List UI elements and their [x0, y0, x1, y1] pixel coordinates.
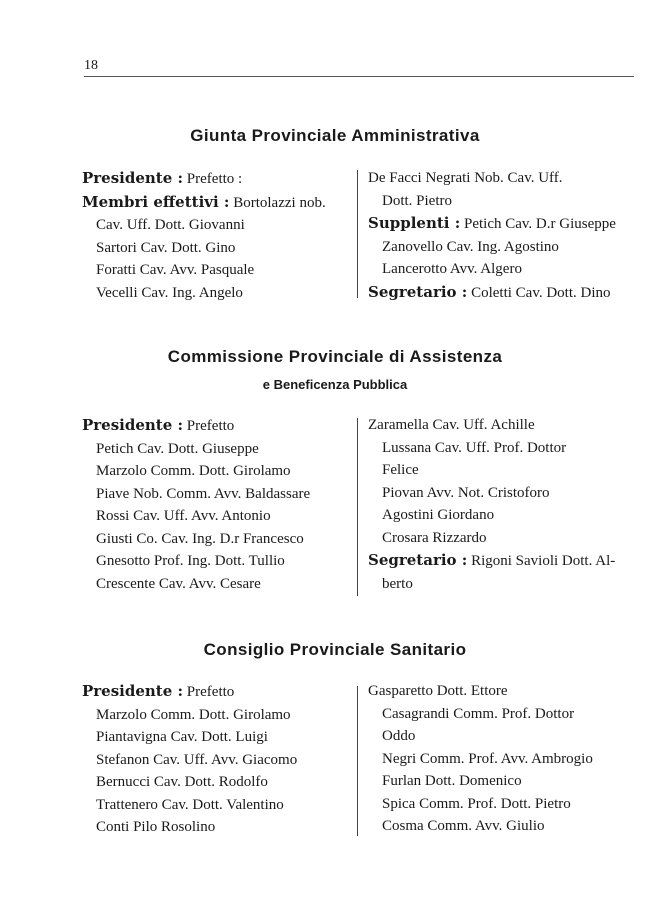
member-name: Conti Pilo Rosolino [96, 819, 216, 835]
roster-line [82, 794, 352, 817]
member-name: Vecelli Cav. Ing. Angelo [96, 284, 243, 301]
roster-line [82, 282, 352, 305]
member-name: Gasparetto Dott. Ettore [368, 683, 508, 699]
role-label: Supplenti : [368, 214, 461, 232]
roster-line [82, 726, 352, 749]
section-title-consiglio: Consiglio Provinciale Sanitario [203, 640, 467, 659]
roster-line [368, 212, 638, 236]
member-name: Marzolo Comm. Dott. Girolamo [96, 463, 291, 479]
member-name: Prefetto [186, 684, 235, 700]
roster-line [368, 770, 638, 793]
roster-line [82, 528, 352, 551]
member-name: Foratti Cav. Avv. Pasquale [96, 262, 255, 278]
roster-line [82, 550, 352, 573]
member-name: Crosara Rizzardo [382, 529, 487, 546]
member-name: Spica Comm. Prof. Dott. Pietro [382, 795, 571, 812]
role-label: Segretario : [368, 282, 468, 301]
section-commissione-divider [357, 418, 358, 596]
section-consiglio-divider [357, 686, 358, 836]
roster-line [368, 793, 638, 816]
member-name: Furlan Dott. Domenico [382, 773, 522, 789]
roster-line [82, 460, 352, 483]
member-name: Trattenero Cav. Dott. Valentino [96, 796, 284, 813]
member-name: De Facci Negrati Nob. Cav. Uff. [368, 170, 563, 186]
member-name: Felice [382, 462, 419, 478]
member-name: Oddo [382, 728, 416, 744]
member-name: Marzolo Comm. Dott. Girolamo [96, 706, 291, 723]
member-name: Prefetto : [186, 171, 243, 187]
member-name: berto [382, 575, 413, 592]
roster-line [368, 748, 638, 771]
member-name: Lancerotto Avv. Algero [382, 261, 522, 277]
roster-line [82, 749, 352, 772]
member-name: Cav. Uff. Dott. Giovanni [96, 217, 245, 233]
member-name: Bernucci Cav. Dott. Rodolfo [96, 774, 268, 790]
member-name: Casagrandi Comm. Prof. Dottor [382, 705, 575, 722]
roster-line [82, 771, 352, 794]
page-number: 18 [84, 58, 98, 73]
roster-line [368, 482, 638, 505]
member-name: Stefanon Cav. Uff. Avv. Giacomo [96, 751, 298, 768]
roster-line [368, 190, 638, 213]
member-name: Prefetto [186, 418, 235, 434]
roster-line [368, 725, 638, 748]
roster-line [368, 573, 638, 596]
roster-line [82, 167, 352, 191]
roster-line [82, 214, 352, 237]
member-name: Zanovello Cav. Ing. Agostino [382, 238, 559, 255]
member-name: Coletti Cav. Dott. Dino [471, 284, 611, 301]
section-giunta-right [368, 167, 638, 304]
roster-line [368, 549, 638, 573]
role-label: Segretario : [368, 551, 468, 569]
role-label: Presidente : [82, 169, 184, 187]
member-name: Agostini Giordano [382, 507, 495, 523]
roster-line [82, 259, 352, 282]
roster-line [82, 816, 352, 839]
section-title-commissione: Commissione Provinciale di Assistenza [167, 347, 503, 366]
section-title-giunta: Giunta Provinciale Amministrativa [190, 126, 480, 145]
member-name: Piantavigna Cav. Dott. Luigi [96, 729, 268, 745]
roster-line [368, 437, 638, 460]
roster-line [82, 414, 352, 438]
member-name: Dott. Pietro [382, 192, 452, 209]
roster-line [82, 438, 352, 461]
member-name: Bortolazzi nob. [233, 194, 326, 211]
member-name: Gnesotto Prof. Ing. Dott. Tullio [96, 553, 285, 569]
member-name: Cosma Comm. Avv. Giulio [382, 818, 545, 834]
member-name: Sartori Cav. Dott. Gino [96, 239, 236, 256]
role-label: Presidente : [82, 682, 184, 700]
roster-line [368, 504, 638, 527]
section-consiglio-right [368, 680, 638, 838]
member-name: Piovan Avv. Not. Cristoforo [382, 484, 550, 501]
section-giunta-divider [357, 170, 358, 298]
section-consiglio-left [82, 680, 352, 839]
roster-line [368, 236, 638, 259]
top-rule [84, 76, 634, 77]
section-commissione-right [368, 414, 638, 595]
roster-line [368, 703, 638, 726]
roster-line [82, 483, 352, 506]
roster-line [82, 237, 352, 260]
roster-line [82, 573, 352, 596]
section-commissione-left [82, 414, 352, 595]
role-label: Presidente : [82, 416, 184, 434]
member-name: Rossi Cav. Uff. Avv. Antonio [96, 508, 271, 524]
roster-line [82, 680, 352, 704]
role-label: Membri effettivi : [82, 192, 230, 211]
member-name: Lussana Cav. Uff. Prof. Dottor [382, 439, 567, 456]
roster-line [368, 815, 638, 838]
roster-line [82, 704, 352, 727]
roster-line [82, 191, 352, 215]
member-name: Rigoni Savioli Dott. Al- [471, 553, 616, 569]
roster-line [368, 527, 638, 550]
roster-line [82, 505, 352, 528]
roster-line [368, 414, 638, 437]
member-name: Giusti Co. Cav. Ing. D.r Francesco [96, 530, 304, 547]
roster-line [368, 459, 638, 482]
member-name: Petich Cav. Dott. Giuseppe [96, 440, 259, 457]
roster-line [368, 680, 638, 703]
roster-line [368, 167, 638, 190]
member-name: Petich Cav. D.r Giuseppe [464, 216, 616, 232]
member-name: Piave Nob. Comm. Avv. Baldassare [96, 485, 311, 502]
section-giunta-left [82, 167, 352, 304]
member-name: Zaramella Cav. Uff. Achille [368, 417, 535, 433]
roster-line [368, 258, 638, 281]
section-subtitle-commissione: e Beneficenza Pubblica [262, 377, 408, 392]
roster-line [368, 281, 638, 305]
member-name: Crescente Cav. Avv. Cesare [96, 575, 261, 592]
member-name: Negri Comm. Prof. Avv. Ambrogio [382, 750, 593, 767]
